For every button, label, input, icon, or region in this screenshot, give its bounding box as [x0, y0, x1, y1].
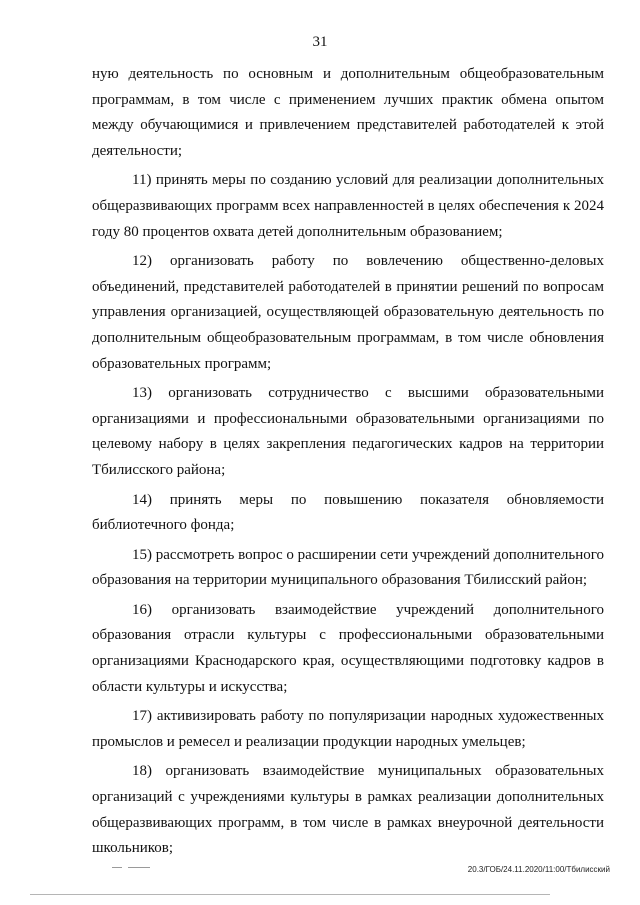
- paragraph-item-13: 13) организовать сотрудничество с высшими образовательными организациями и профессиональными образовательными организациями по целевому набору в целях закрепления педагогических кадров на территории Тбилисского района;: [92, 385, 604, 478]
- document-registration-stamp: 20.3/ГОБ/24.11.2020/11:00/Тбилисский: [467, 865, 610, 874]
- scan-artifact-dash: [112, 867, 122, 868]
- scan-artifact-line: [30, 894, 550, 895]
- document-body: [92, 62, 604, 866]
- scan-artifact-dash: [128, 867, 150, 868]
- paragraph-item-18: 18) организовать взаимодействие муниципальных образовательных организаций с учреждениями культуры в рамках реализации дополнительных общеразвивающих программ, в том числе в рамках внеурочной деятельности школьников;: [92, 763, 604, 857]
- paragraph-item-16: 16) организовать взаимодействие учреждений дополнительного образования отрасли культуры с профессиональными образовательными организациями Краснодарского края, осуществляющими подготовку кадров в области культуры и искусства;: [92, 601, 604, 695]
- page-number: 31: [312, 34, 328, 50]
- paragraph-continuation: ную деятельность по основным и дополнительным общеобразовательным программам, в том числе с применением лучших практик обмена опытом между обучающимися и привлечением представителей работодателей к этой деятельности;: [92, 66, 604, 159]
- paragraph-item-17: 17) активизировать работу по популяризации народных художественных промыслов и ремесел и реализации продукции народных умельцев;: [92, 708, 604, 750]
- paragraph-item-11: 11) принять меры по созданию условий для реализации дополнительных общеразвивающих программ всех направленностей в целях обеспечения к 2024 году 80 процентов охвата детей дополнительным образованием;: [92, 172, 604, 240]
- paragraph-item-15: 15) рассмотреть вопрос о расширении сети учреждений дополнительного образования на территории муниципального образования Тбилисский район;: [92, 546, 604, 589]
- paragraph-item-12: 12) организовать работу по вовлечению общественно-деловых объединений, представителей работодателей в принятии решений по вопросам управления организацией, осуществляющей образовательную деятельность по дополнительным общеобразовательным программам, в том числе обновления образовательных программ;: [92, 253, 604, 372]
- paragraph-item-14: 14) принять меры по повышению показателя обновляемости библиотечного фонда;: [92, 491, 604, 534]
